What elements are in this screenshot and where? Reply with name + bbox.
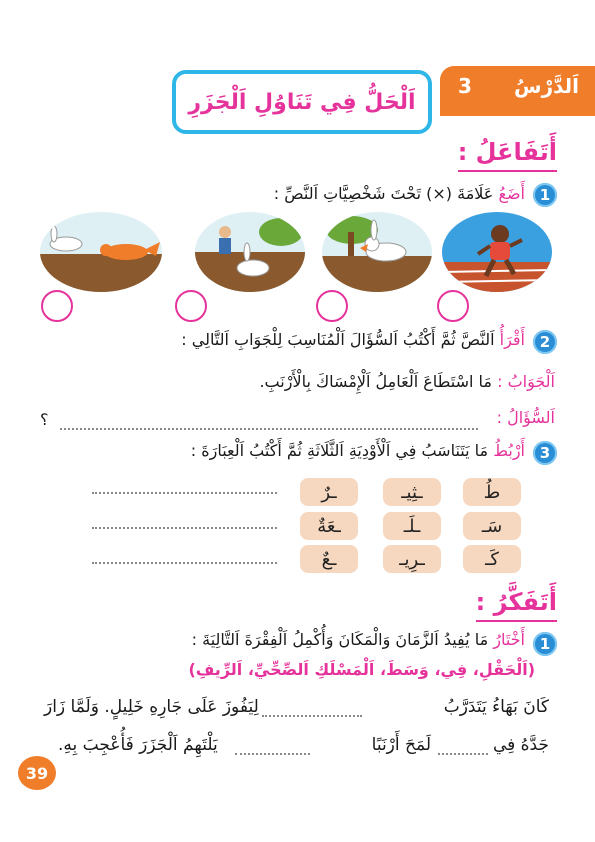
- section-title-interact: أَتَفَاعَلُ :: [457, 138, 557, 166]
- syllable-left-2[interactable]: ـعَةٌ: [300, 512, 358, 540]
- question-number-badge: 2: [533, 330, 557, 354]
- answer-text: مَا اسْتَطَاعَ اَلْعَامِلُ اَلْإِمْسَاكَ بِالْأَرْنَبِ.: [259, 372, 492, 391]
- question-1-instruction: [274, 184, 525, 203]
- lesson-number: 3: [458, 74, 472, 98]
- picture-boy-running: [442, 212, 552, 292]
- choices-open: (: [527, 660, 535, 679]
- question-4-instruction: [192, 630, 525, 649]
- fill-blank-1[interactable]: [262, 713, 362, 717]
- answer-circle-fox[interactable]: [41, 290, 73, 322]
- page-number: 39: [18, 756, 56, 790]
- syllable-middle-1[interactable]: ـثِيـ: [383, 478, 441, 506]
- lesson-title: اَلْحَلُّ فِي تَنَاوُلِ اَلْجَزَرِ: [188, 89, 416, 115]
- question-number-badge: 1: [533, 183, 557, 207]
- paragraph-line2-b: لَمَحَ أَرْنَبًا: [371, 735, 431, 755]
- paragraph-line2-c: يَلْتَهِمُ اَلْجَزَرَ فَأُعْجِبَ بِهِ.: [58, 735, 218, 755]
- answer-circle-boy[interactable]: [437, 290, 469, 322]
- choices-close: ): [188, 660, 196, 679]
- instruction-text: مَا يَتَنَاسَبُ فِي اَلْأَوْدِيَةِ اَلثَّلَاثَةِ ثُمَّ أَكْتُبُ اَلْعِبَارَةَ :: [190, 441, 489, 460]
- question-write-line[interactable]: [60, 426, 478, 430]
- word-choices: [188, 660, 535, 679]
- syllable-right-3[interactable]: كَـ: [463, 545, 521, 573]
- instruction-verb: أَخْتَارُ: [493, 630, 525, 649]
- instruction-text: عَلَامَةَ (×) تَحْتَ شَخْصِيَّاتِ اَلنَّصِّ :: [273, 184, 494, 203]
- question-number-badge: 3: [533, 441, 557, 465]
- fill-blank-3[interactable]: [235, 751, 310, 755]
- question-label: اَلسُّؤَالُ :: [496, 408, 555, 427]
- instruction-text: اَلنَّصَّ ثُمَّ أَكْتُبُ اَلسُّؤَالَ اَلْمُنَاسِبَ لِلْجَوَابِ اَلتَّالِي :: [181, 330, 495, 349]
- answer-row: [259, 372, 555, 391]
- question-2-instruction: [181, 330, 525, 349]
- instruction-verb: أَقْرَأُ: [499, 330, 525, 349]
- paragraph-line2-a: جَدَّهُ فِي: [492, 735, 549, 755]
- fill-blank-2[interactable]: [438, 751, 488, 755]
- lesson-title-box: [172, 70, 432, 134]
- choice-word: وَسَطَ،: [379, 660, 429, 679]
- paragraph-line1-b: لِيَفُوزَ عَلَى جَارِهِ خَلِيلٍ. وَلَمَّا زَارَ: [44, 697, 259, 717]
- question-3-instruction: [191, 441, 525, 460]
- choice-word: اَلرِّيفِ: [195, 660, 243, 679]
- picture-farmer-and-rabbit: [195, 212, 305, 292]
- choice-word: اَلْحَقْلِ،: [472, 660, 528, 679]
- syllable-middle-2[interactable]: ـلَـ: [383, 512, 441, 540]
- picture-rabbit-jumping: [322, 212, 432, 292]
- lesson-tab: [440, 66, 595, 116]
- lesson-label: اَلدَّرْسُ: [513, 74, 579, 98]
- answer-label: اَلْجَوَابُ :: [497, 372, 555, 391]
- answer-circle-rabbit[interactable]: [316, 290, 348, 322]
- syllable-right-1[interactable]: طُ: [463, 478, 521, 506]
- question-number-badge: 1: [533, 632, 557, 656]
- word-write-line-3[interactable]: [92, 560, 277, 564]
- question-row: [497, 408, 555, 427]
- syllable-left-3[interactable]: ـعٌ: [300, 545, 358, 573]
- question-mark: ؟: [40, 410, 49, 429]
- instruction-text: مَا يُفِيدُ اَلزَّمَانَ وَالْمَكَانَ وَأُكْمِلُ اَلْفِقْرَةَ اَلتَّالِيَةَ :: [191, 630, 489, 649]
- section-title-think: أَتَفَكَّرُ :: [475, 588, 557, 616]
- word-write-line-2[interactable]: [92, 525, 277, 529]
- picture-fox-chasing-rabbit: [40, 212, 162, 292]
- syllable-left-1[interactable]: ـرٌ: [300, 478, 358, 506]
- choice-word: اَلْمَسْلَكِ اَلصِّحِّيِّ،: [247, 660, 375, 679]
- word-write-line-1[interactable]: [92, 490, 277, 494]
- paragraph-line1-a: كَانَ بَهَاءُ يَتَدَرَّبُ: [443, 697, 549, 717]
- syllable-right-2[interactable]: سَـ: [463, 512, 521, 540]
- choice-word: فِي،: [434, 660, 468, 679]
- instruction-verb: أَضَعُ: [498, 184, 525, 203]
- instruction-verb: أَرْبُطُ: [493, 441, 525, 460]
- syllable-middle-3[interactable]: ـرِيـ: [383, 545, 441, 573]
- answer-circle-farmer[interactable]: [175, 290, 207, 322]
